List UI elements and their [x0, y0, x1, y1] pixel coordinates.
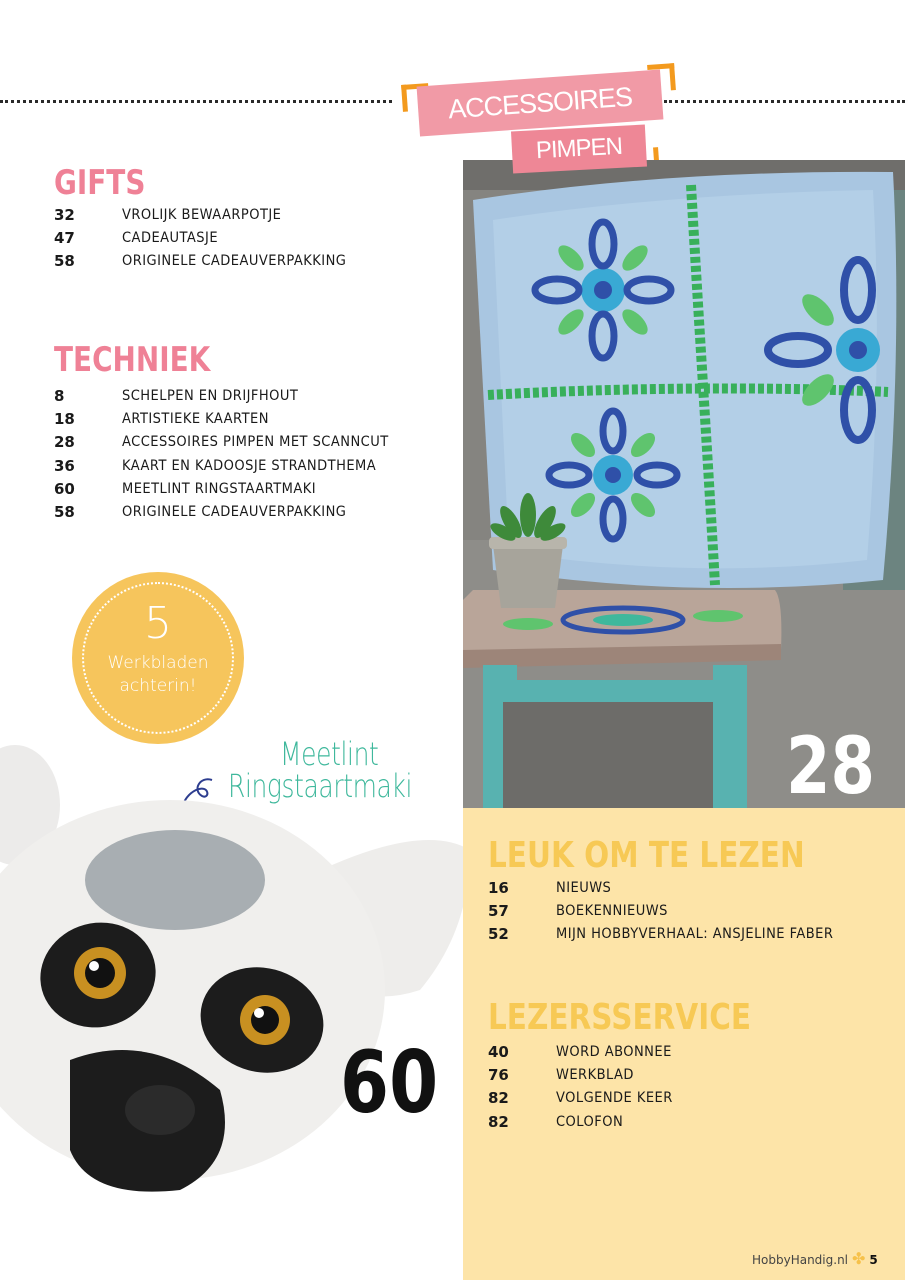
- pillow-photo: [463, 160, 905, 808]
- lezersservice-heading: LEZERSSERVICE: [488, 997, 752, 1038]
- toc-title: NIEUWS: [556, 879, 612, 896]
- toc-page-number: 18: [54, 409, 75, 428]
- toc-row[interactable]: [488, 1063, 686, 1086]
- toc-row[interactable]: [54, 500, 418, 523]
- toc-row[interactable]: [54, 384, 418, 407]
- toc-title: WERKBLAD: [556, 1066, 634, 1083]
- leuk-heading: LEUK OM TE LEZEN: [488, 835, 805, 876]
- toc-row[interactable]: [488, 923, 864, 946]
- gifts-list: [54, 203, 371, 273]
- toc-page-number: 36: [54, 456, 75, 475]
- toc-page-number: 58: [54, 252, 75, 271]
- toc-title: MIJN HOBBYVERHAAL: ANSJELINE FABER: [556, 926, 834, 943]
- toc-title: SCHELPEN EN DRIJFHOUT: [122, 387, 299, 404]
- toc-row[interactable]: [488, 1040, 686, 1063]
- toc-title: ORIGINELE CADEAUVERPAKKING: [122, 504, 347, 521]
- toc-title: COLOFON: [556, 1113, 624, 1130]
- toc-row[interactable]: [54, 477, 418, 500]
- toc-page-number: 40: [488, 1042, 509, 1061]
- toc-row[interactable]: [54, 203, 371, 226]
- toc-page-number: 8: [54, 386, 65, 405]
- toc-page-number: 47: [54, 228, 75, 247]
- toc-page-number: 82: [488, 1089, 509, 1108]
- toc-page-number: 76: [488, 1065, 509, 1084]
- toc-row[interactable]: [54, 407, 418, 430]
- leuk-list: [488, 876, 864, 946]
- toc-page-number: 58: [54, 503, 75, 522]
- footer-page-number: 5: [869, 1253, 878, 1267]
- toc-title: VOLGENDE KEER: [556, 1090, 673, 1107]
- toc-title: MEETLINT RINGSTAARTMAKI: [122, 480, 317, 497]
- worksheets-badge: [72, 572, 244, 744]
- dotted-rule-left: [0, 100, 392, 103]
- toc-row[interactable]: [488, 876, 864, 899]
- toc-title: KAART EN KADOOSJE STRANDTHEMA: [122, 457, 377, 474]
- pillow-illustration: [463, 160, 905, 808]
- badge-line-1: Werkbladen: [107, 653, 209, 673]
- toc-row[interactable]: [54, 454, 418, 477]
- lemur-page-number: 60: [340, 1033, 439, 1133]
- toc-page-number: 32: [54, 205, 75, 224]
- toc-row[interactable]: [488, 1087, 686, 1110]
- page-footer: [752, 1249, 878, 1268]
- toc-title: CADEAUTASJE: [122, 229, 219, 246]
- tag-line-1: ACCESSOIRES: [417, 70, 664, 137]
- caption-line-1: Meetlint: [280, 735, 379, 773]
- tag-line-2: PIMPEN: [511, 125, 647, 174]
- toc-page-number: 52: [488, 925, 509, 944]
- toc-page-number: 60: [54, 479, 75, 498]
- toc-title: BOEKENNIEUWS: [556, 902, 668, 919]
- toc-title: ACCESSOIRES PIMPEN MET SCANNCUT: [122, 434, 389, 451]
- toc-page-number: 82: [488, 1112, 509, 1131]
- toc-title: ORIGINELE CADEAUVERPAKKING: [122, 253, 347, 270]
- techniek-list: [54, 384, 418, 524]
- clover-icon: ✤: [852, 1249, 866, 1268]
- toc-page-number: 16: [488, 878, 509, 897]
- techniek-heading: TECHNIEK: [54, 340, 211, 380]
- toc-row[interactable]: [54, 226, 371, 249]
- badge-line-2: achterin!: [119, 676, 197, 696]
- toc-title: ARTISTIEKE KAARTEN: [122, 410, 269, 427]
- toc-title: WORD ABONNEE: [556, 1043, 672, 1060]
- footer-site[interactable]: HobbyHandig.nl: [752, 1253, 849, 1267]
- gifts-heading: GIFTS: [54, 163, 146, 203]
- toc-row[interactable]: [54, 250, 371, 273]
- photo-page-number: 28: [786, 722, 876, 808]
- toc-row[interactable]: [54, 431, 418, 454]
- badge-number: 5: [144, 598, 172, 649]
- caption-line-2: Ringstaartmaki: [228, 767, 413, 805]
- toc-page-number: 28: [54, 433, 75, 452]
- toc-title: VROLIJK BEWAARPOTJE: [122, 206, 282, 223]
- toc-row[interactable]: [488, 899, 864, 922]
- dotted-rule-right: [664, 100, 905, 103]
- toc-row[interactable]: [488, 1110, 686, 1133]
- lemur-illustration: [0, 730, 500, 1210]
- toc-page-number: 57: [488, 901, 509, 920]
- lezersservice-list: [488, 1040, 686, 1133]
